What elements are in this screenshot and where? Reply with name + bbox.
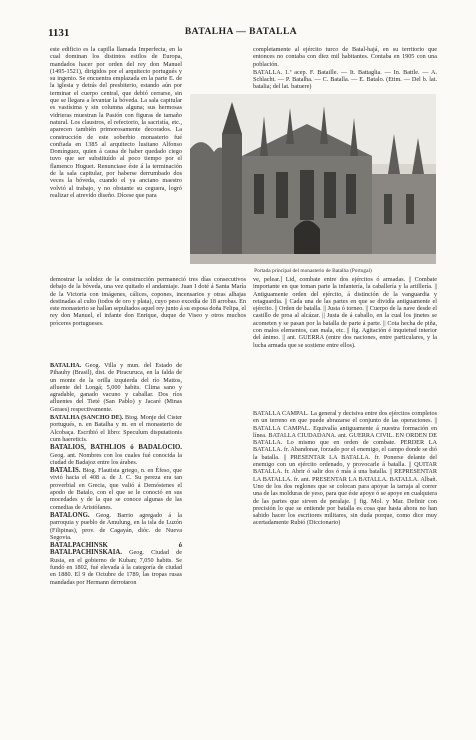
entry-batalpachinsk: BATALPACHINSK ó BATALPACHINSKAIA. Geog. Ciudad de Rusia, en el gobierno de Kuban; 7,050 habits. Se fundó en 1802, fué elevada á la categoría de ciudad en 1880. El 9 de Octubre de 1789, las tropas rusas mandadas por Hermann derrotaron	[50, 542, 182, 586]
figure-caption: Portada principal del monasterio de Batalha (Portugal)	[254, 268, 372, 274]
page-number: 1131	[48, 27, 70, 39]
entry-batalios: BATALIOS, BATHLIOS ó BADALOCIO. Geog. ant. Nombres con los cuales fué conocida la ciudad de Badajoz entre los árabes.	[50, 444, 182, 466]
batalla-entry: BATALLA. 1.ª acep. F. Bataille. — It. Battaglia. — In. Battle. — A. Schlacht. — P. Batalha. — C. Batalla. — E. Batalo. (Etim. — Del b. lat. batalia; del lat. batuere)	[253, 68, 437, 91]
left-column-entries	[50, 362, 182, 587]
right-column-bottom	[253, 410, 437, 528]
right-column-top	[253, 46, 437, 92]
left-column-top	[50, 46, 182, 200]
right-top-paragraph: completamente al ejército turco de Batal-hajá, en su territorio que entonces no contaba con diez mil habitantes. Contaba en 1905 con una población.	[253, 46, 437, 68]
entry-batalis: BATALIS. Biog. Flautista griego, n. en Éfeso, que vivió hacia el 408 a. de J. C. Su pereza era tan proverbial en Grecia, que valió á Demóstenes el apodo de Batalo, con el que se le conoció en sus mocedades y de la que se conoce algunas de las comedias de Aristófanes.	[50, 467, 183, 511]
mid-paragraph-block	[50, 276, 246, 328]
batalla-subentries: BATALLA CAMPAL. La general y decisiva entre dos ejércitos completos en un terreno en que puede abrazarse el conjunto de las operaciones. || BATALLA CAMPAL. Equivalía antiguamente á nuestra formación en línea. BATALLA CIUDADANA. ant. GUERRA CIVIL. EN ORDEN DE BATALLA. Lo mismo que en orden de combate. PERDER LA BATALLA. fr. Abandonar, forzado por el enemigo, el campo donde se dió la batalla. || PRESENTAR LA BATALLA. fr. Ponerse delante del enemigo con un ejército ordenado, y provocarle á batalla. || QUITAR BATALLA. fr. Abrir ó salir dos ó más á una batalla. || REPRESENTAR LA BATALLA. fr. ant. PRESENTAR LA BATALLA. BATALLA. Albañ. Uno de los dos reglones que se colocan para apoyar la tarraja al correr una de las molduras de yeso, para que éste apoye ó se apoye en cualquiera de las partes que sirven de peralaje. || fig. Mol. y Mar. Definir con precisión lo que se entiende por batalla es cosa que hasta ahora no han sabido hacer los escritores militares, sin duda porque, como dice muy acertadamente Rubió (Diccionario)	[253, 410, 437, 527]
page-title: BATALHA — BATALLA	[184, 27, 298, 37]
monastery-illustration	[190, 94, 436, 264]
entry-batalong: BATALONG. Geog. Barrio agregado á la parroquia y pueblo de Amulung, en la isla de Luzón (Filipinas), prov. de Cagayán, dióc. de Nueva Segovia.	[50, 511, 182, 541]
entry-batalha-sancho: BATALHA (SANCHO DE). Biog. Monje del Cister portugués, n. en Batalha y m. en el monasterio de Alcobaça. Escribió el libro: Speculum disputationis cum haereticis.	[50, 414, 182, 443]
right-column-mid	[253, 276, 437, 350]
batalla-definitions: ve, pelear.] Lid, combate entre dos ejércitos ó armadas. || Combate importante en que toman parte la infantería, la caballería y la artillería. || Antiguamente orden del ejército, á distinción de la vanguardia y retaguardia. || Cada una de las partes en que se dividía antiguamente el ejército. || Orden de batalla. || Justa ó torneo. || Cuerpo de la nave desde el castillo de proa al alcázar. || Justa de á caballo, en la cual los jinetes se acometen y se pasan por la batalla de parte á parte. || Cota hecha de piña, con malos elementos, can mala, etc. || fig. Agitación é inquietud interior del ánimo. || ant. GUERRA (entre dos naciones, entre particulares, y la lucha armada que se sostiene entre ellos).	[253, 276, 437, 349]
mid-paragraph: demostrar la solidez de la construcción permaneció tres días consecutivos debajo de la bóveda, una vez quitado el andamiaje. Juan I doté á Santa María de la Victoria con imágenes, cálices, copones, incensarios y otras alhajas destinadas al culto (todos de oro y plata), cuyo peso excedía de 18 arrobas. En este monasterio se hallan sepultados aquel rey junto á su esposa doña Felipa, el rey don Manuel, el infante don Enrique, duque de Viseo y otros muchos próceres portugueses.	[50, 276, 246, 327]
page-header	[48, 27, 434, 43]
entry-batalha: BATALHA. Geog. Villa y mun. del Estado de Pihauhy (Brasil), dist. de Piracuruca, en la falda de un monte de la orilla izquierda del río Mattos, afluente del Longá; 5,000 habits. Clima sano y agradable, ganado vacuno y caballar. Dos ríos afluentes del Tieté (San Pablo) y Jacaré (Minas Geraes) respectivamente.	[50, 362, 183, 413]
left-top-paragraph: este edificio es la capilla llamada Imperfecta, en la cual dominan los distintos estilos de Europa, mandados hacer por orden del rey don Manuel (1495-1521), dirigidos por el arquitecto portugués y su ingenio. Se encuentra emplazada en la parte E. de la iglesia y detrás del presbiterio, estando aún por terminar el cuerpo central, que debió cerrarse, sin que se llegara a levantar la bóveda. La sala capitular es vastísima y sin columna alguna; sus hermosas vidrieras muestran la Pasión con figuras de tamaño natural. Los claustros, el refectorio, la sacristía, etc., aparecen también primorosamente decorados. La construcción de este soberbio monasterio fué confiada en 1385 al arquitecto lusitano Alfonso Domínguez, quien á causa de haber quedado ciego tuvo que ser substituído al poco tiempo por el flamenco Huguet. Renunciase éste á la terminación de la sala capitular, por haberse derrumbado dos veces la bóveda, cuando el ya anciano maestro volvió al trabajo, y no obstante su ceguera, logró realizar el atrevido diseño. Dícese que para	[50, 46, 182, 199]
